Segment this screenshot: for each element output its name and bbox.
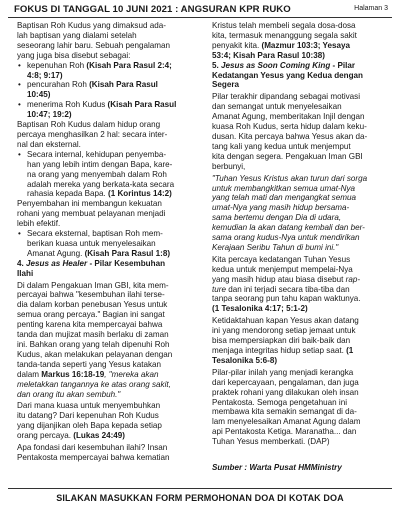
internal-list [17,150,207,200]
paragraph: Di dalam Pengakuan Iman GBI, kita mem- percayai bahwa "kesembuhan ilahi terse- dia dalam korban penebusan Yesus untuk semua orang percaya." Bagian ini sangat penting karena kita mempercayai bahwa tanda dan mujizat masih berlaku di zaman ini. Bahkan orang yang telah dipenuhi Roh Kudus, akan melakukan pelayanan dengan tanda-tanda seperti yang Yesus katakan dalam Markus 16:18-19, "mereka akan meletakkan tangannya ke atas orang sakit, dan orang itu akan sembuh." [17,280,173,399]
source-credit: Sumber : Warta Pusat HMMinistry [212,463,342,473]
list-item: • Secara eksternal, baptisan Roh mem- berikan kuasa untuk menyelesaikan Amanat Agung. (Kisah Para Rasul 1:8) [17,229,207,259]
list-item: • Secara internal, kehidupan penyemba- han yang lebih intim dengan Bapa, kare- na orang yang menyembah dalam Roh adalah mereka yang berkata-kata secara rahasia kepada Bapa. (1 Korintus 14:2) [17,150,207,200]
paragraph: Apa fondasi dari kesembuhan ilahi? Insan Pentakosta mempercayai bahwa kematian [17,443,170,462]
spirit-baptism-list [17,61,207,120]
intro-paragraph: Baptisan Roh Kudus yang dimaksud ada- lah baptisan yang dialami setelah seseorang lahir baru. Sebuah pengalaman yang juga bisa disebut sebagai: [17,21,170,60]
paragraph: Baptisan Roh Kudus dalam hidup orang percaya menghasilkan 2 hal: secara inter- nal dan eksternal. [17,120,168,149]
paragraph: Kita percaya kedatangan Tuhan Yesus kedua untuk menjemput mempelai-Nya yang masih hidup atau biasa disebut rap- ture dan ini terjadi secara tiba-tiba dan tanpa seorang pun tahu kapan waktunya. (1 Tesalonika 4:17; 5:1-2) [212,254,361,314]
paragraph: Pilar terakhir dipandang sebagai motivasi dan semangat untuk menyelesaikan Amanat Agung, memberitakan Injil dengan kuasa Roh Kudus, serta hidup dalam keku- dusan. Kita percaya bahwa Yesus akan da- tang kali yang kedua untuk menjemput kita dengan segera. Pengakuan Iman GBI berbunyi, [212,92,368,171]
page-number: Halaman 3 [354,5,388,12]
external-list [17,229,207,259]
page-header [8,3,392,18]
paragraph: Dari mana kuasa untuk menyembuhkan itu datang? Dari kepenuhan Roh Kudus yang dijanjikan oleh Bapa kepada setiap orang percaya. (Lukas 24:49) [17,401,162,441]
section-heading-4: 4. Jesus as Healer - Pilar Kesembuhan Ilahi [17,258,166,278]
paragraph: Penyembahan ini membangun kekuatan rohani yang membuat pelayanan menjadi lebih efektif. [17,199,166,229]
left-column [17,21,207,463]
list-item: • menerima Roh Kudus (Kisah Para Rasul 10:47; 19:2) [17,100,207,120]
header-title: FOKUS DI TANGGAL 10 JUNI 2021 : ANGSURAN KPR RUKO [14,4,291,15]
list-item: • kepenuhan Roh (Kisah Para Rasul 2:4; 4:8; 9:17) [17,61,207,81]
paragraph: Pilar-pilar inilah yang menjadi kerangka dari kepercayaan, pengalaman, dan juga praktek rohani yang dilakukan oleh insan Pentakosta. Semoga pengetahuan ini membawa kita semakin semangat di da- lam menyelesaikan Amanat Agung dalam api Pentakosta Ketiga. Maranatha... dan Tuhan Yesus memberkati. (DAP) [212,367,361,447]
paragraph: Kristus telah membeli segala dosa-dosa kita, termasuk menanggung segala sakit penyakit kita. (Mazmur 103:3; Yesaya 53:4; Kisah Para Rasul 10:38) [212,21,357,60]
list-item: • pencurahan Roh (Kisah Para Rasul 10:45) [17,80,207,100]
section-heading-5: 5. Jesus as Soon Coming King - Pilar Kedatangan Yesus yang Kedua dengan Segera [212,60,363,90]
footer-text: SILAKAN MASUKKAN FORM PERMOHONAN DOA DI KOTAK DOA [56,493,344,503]
paragraph: Ketidaktahuan kapan Yesus akan datang ini yang mendorong setiap jemaat untuk bisa mempersiapkan diri baik-baik dan menjaga integritas hidup setiap saat. (1 Tesalonika 5:6-8) [212,316,359,365]
page-footer [8,488,392,509]
right-column [212,21,390,473]
quote-paragraph: "Tuhan Yesus Kristus akan turun dari sorga untuk membangkitkan semua umat-Nya yang telah mati dan mengangkat semua umat-Nya yang masih hidup bersama- sama bertemu dengan Dia di udara, kemudian la akan datang kembali dan ber- sama orang kudus-Nya untuk mendirikan Kerajaan Seribu Tahun di bumi ini." [212,173,368,252]
